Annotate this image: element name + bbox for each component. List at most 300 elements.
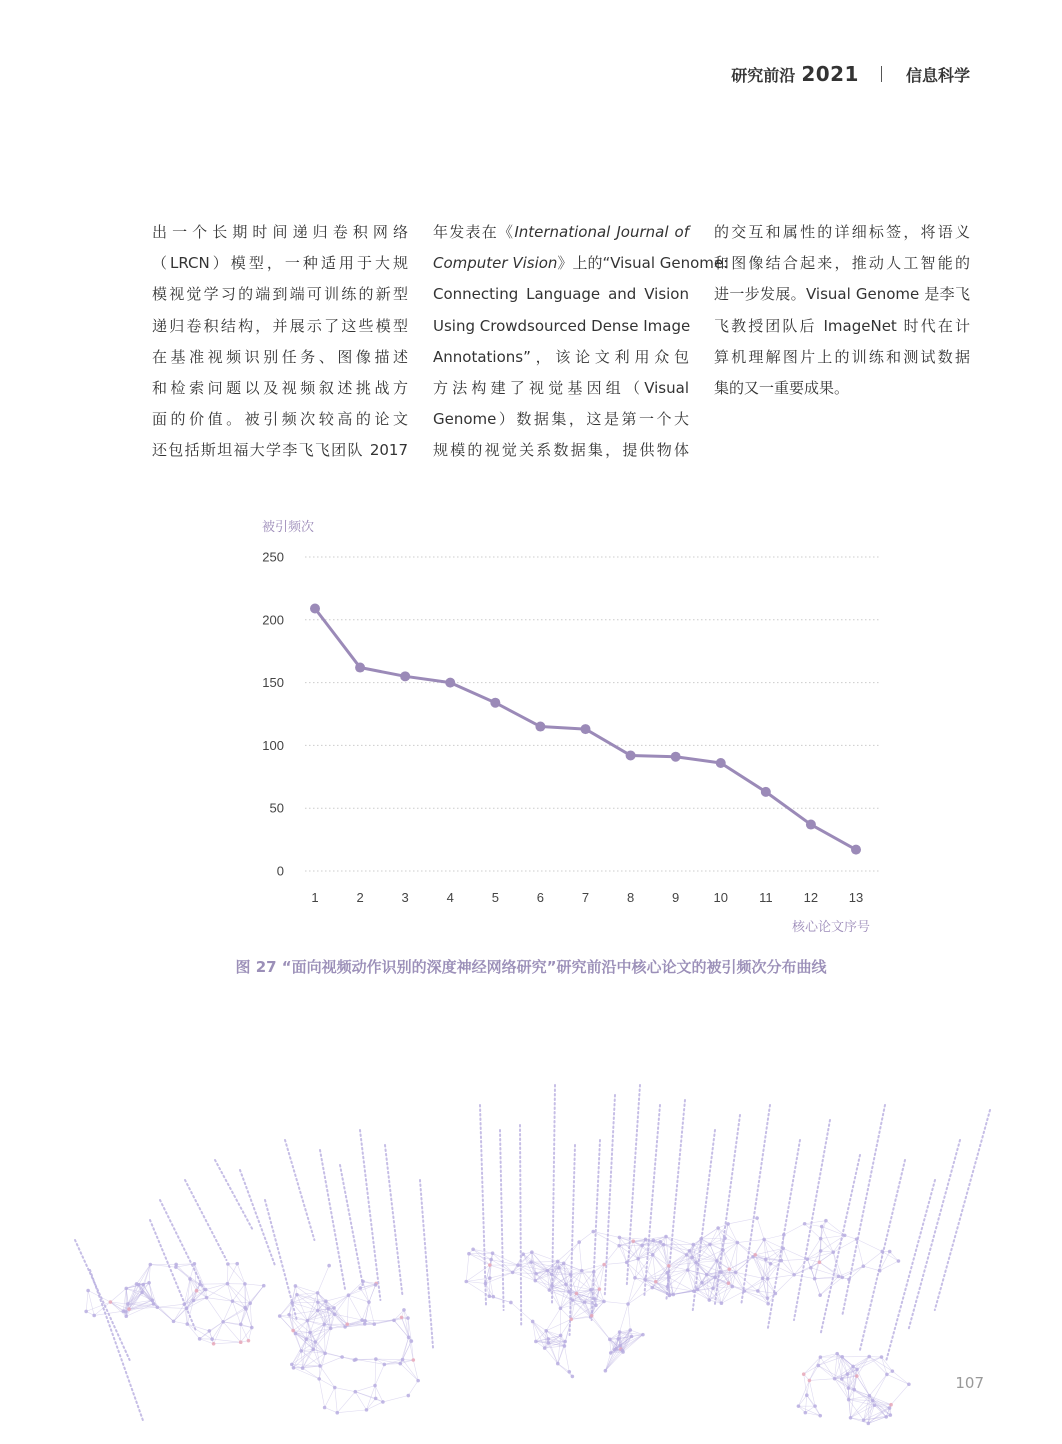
map-link: [545, 1348, 558, 1363]
map-node: [312, 1348, 316, 1352]
map-link: [237, 1264, 245, 1284]
map-node: [489, 1258, 493, 1262]
map-node: [563, 1340, 567, 1344]
map-link: [137, 1265, 151, 1284]
map-node: [333, 1312, 337, 1316]
map-node: [126, 1302, 130, 1306]
map-node: [608, 1338, 612, 1342]
map-link: [582, 1271, 594, 1272]
text-line: 和图像结合起来，推动人工智能的: [714, 248, 970, 279]
map-link: [548, 1343, 557, 1364]
map-node: [819, 1237, 823, 1241]
map-link: [857, 1357, 869, 1377]
map-spike: [360, 1130, 380, 1300]
map-node: [292, 1366, 296, 1370]
map-link: [355, 1392, 366, 1410]
map-node: [871, 1399, 875, 1403]
map-node: [590, 1314, 594, 1318]
map-node: [530, 1250, 534, 1254]
map-node: [402, 1308, 406, 1312]
map-link: [781, 1261, 794, 1275]
map-node: [365, 1408, 369, 1412]
map-link: [150, 1265, 176, 1268]
map-node: [340, 1355, 344, 1359]
map-node: [614, 1347, 618, 1351]
map-node: [855, 1374, 859, 1378]
map-node: [774, 1292, 778, 1296]
map-link: [348, 1285, 375, 1295]
map-node: [556, 1362, 560, 1366]
map-node: [243, 1306, 247, 1310]
x-tick-label: 3: [402, 890, 409, 905]
map-link: [250, 1286, 264, 1304]
map-link: [325, 1353, 342, 1357]
map-node: [195, 1289, 199, 1293]
header-divider: [881, 66, 882, 82]
citation-chart: [0, 500, 1062, 960]
map-link: [656, 1273, 668, 1282]
map-node: [671, 1293, 675, 1297]
map-node: [226, 1262, 230, 1266]
map-link: [335, 1388, 337, 1413]
map-node: [769, 1262, 773, 1266]
map-node: [727, 1267, 731, 1271]
x-tick-label: 6: [537, 890, 544, 905]
map-node: [604, 1369, 608, 1373]
map-node: [327, 1264, 331, 1268]
map-spike: [520, 1125, 521, 1325]
map-node: [155, 1305, 159, 1309]
map-node: [805, 1393, 809, 1397]
map-node: [580, 1269, 584, 1273]
map-node: [471, 1248, 475, 1252]
map-node: [766, 1302, 770, 1306]
map-link: [86, 1291, 88, 1312]
map-link: [227, 1284, 232, 1301]
map-link: [833, 1235, 844, 1252]
map-node: [300, 1349, 304, 1353]
map-node: [626, 1302, 630, 1306]
map-link: [721, 1287, 732, 1304]
map-link: [318, 1266, 330, 1293]
map-link: [768, 1293, 775, 1303]
map-link: [869, 1357, 892, 1372]
map-link: [635, 1259, 638, 1278]
map-node: [743, 1289, 747, 1293]
map-node: [666, 1271, 670, 1275]
map-link: [768, 1275, 794, 1279]
map-node: [618, 1330, 622, 1334]
map-node: [491, 1295, 495, 1299]
header-label: 研究前沿: [731, 63, 795, 86]
map-link: [579, 1242, 582, 1271]
map-spike: [605, 1095, 615, 1295]
map-node: [374, 1283, 378, 1287]
map-link: [582, 1271, 600, 1289]
map-node: [847, 1386, 851, 1390]
map-link: [369, 1285, 376, 1302]
map-node: [147, 1281, 151, 1285]
y-tick-label: 100: [262, 738, 284, 753]
map-node: [818, 1260, 822, 1264]
text-line: Connecting Language and Vision: [433, 279, 689, 310]
map-node: [855, 1237, 859, 1241]
map-node: [843, 1234, 847, 1238]
map-link: [223, 1322, 241, 1324]
map-link: [366, 1398, 375, 1409]
text-line: 出一个长期时间递归卷积网络: [152, 217, 408, 248]
x-tick-label: 5: [492, 890, 499, 905]
map-node: [734, 1271, 738, 1275]
map-link: [307, 1321, 324, 1325]
text-line: 算机理解图片上的训练和测试数据: [714, 342, 970, 373]
x-tick-label: 12: [804, 890, 818, 905]
map-node: [873, 1403, 877, 1407]
map-node: [641, 1333, 645, 1337]
map-node: [849, 1416, 853, 1420]
map-node: [833, 1377, 837, 1381]
map-node: [803, 1222, 807, 1226]
map-node: [630, 1335, 634, 1339]
map-node: [86, 1289, 90, 1293]
text-line: [433, 217, 689, 248]
map-link: [152, 1300, 173, 1321]
map-link: [212, 1339, 241, 1342]
map-node: [885, 1373, 889, 1377]
data-point: [626, 750, 636, 760]
map-node: [353, 1358, 357, 1362]
map-node: [840, 1355, 844, 1359]
y-tick-label: 50: [270, 801, 284, 816]
map-node: [204, 1288, 208, 1292]
map-node: [488, 1294, 492, 1298]
map-node: [809, 1266, 813, 1270]
map-node: [847, 1398, 851, 1402]
map-node: [534, 1279, 538, 1283]
x-tick-label: 4: [447, 890, 454, 905]
map-node: [567, 1290, 571, 1294]
data-point: [445, 678, 455, 688]
map-node: [666, 1285, 670, 1289]
map-link: [200, 1284, 227, 1285]
map-node: [243, 1282, 247, 1286]
map-node: [592, 1270, 596, 1274]
text-column-1: [152, 217, 408, 467]
map-link: [335, 1388, 355, 1392]
map-node: [290, 1301, 294, 1305]
map-node: [372, 1322, 376, 1326]
map-link: [408, 1381, 418, 1396]
map-node: [817, 1364, 821, 1368]
map-node: [617, 1337, 621, 1341]
map-node: [690, 1255, 694, 1259]
map-link: [736, 1272, 763, 1278]
text-line: 面的价值。被引频次较高的论文: [152, 404, 408, 435]
map-link: [558, 1364, 573, 1377]
map-node: [546, 1337, 550, 1341]
map-node: [347, 1293, 351, 1297]
map-node: [819, 1355, 823, 1359]
map-node: [516, 1263, 520, 1267]
map-node: [727, 1281, 731, 1285]
map-node: [278, 1314, 282, 1318]
map-link: [794, 1268, 811, 1275]
map-node: [546, 1269, 550, 1273]
map-link: [187, 1279, 190, 1309]
map-link: [826, 1221, 845, 1236]
map-link: [582, 1271, 591, 1290]
data-point: [806, 820, 816, 830]
map-node: [813, 1404, 817, 1408]
map-node: [618, 1236, 622, 1240]
map-node: [239, 1340, 243, 1344]
map-link: [851, 1390, 855, 1418]
map-link: [628, 1279, 645, 1304]
map-node: [358, 1286, 362, 1290]
data-point: [310, 603, 320, 613]
map-link: [227, 1264, 237, 1284]
map-node: [192, 1299, 196, 1303]
map-node: [633, 1276, 637, 1280]
text-run: 》上的“Visual Genome:: [557, 254, 728, 272]
map-link: [363, 1281, 369, 1302]
header-year: 2021: [801, 62, 859, 86]
map-node: [889, 1403, 893, 1407]
map-node: [188, 1277, 192, 1281]
map-node: [383, 1363, 387, 1367]
map-node: [851, 1365, 855, 1369]
map-node: [329, 1327, 333, 1331]
map-node: [185, 1307, 189, 1311]
map-node: [333, 1386, 337, 1390]
map-link: [558, 1242, 579, 1261]
map-node: [529, 1260, 533, 1264]
map-spike: [385, 1145, 402, 1295]
map-link: [701, 1238, 725, 1239]
map-node: [182, 1302, 186, 1306]
journal-name-italic: Computer Vision: [433, 254, 557, 272]
map-link: [638, 1240, 653, 1258]
map-node: [569, 1273, 573, 1277]
text-line: 和检索问题以及视频叙述挑战方: [152, 373, 408, 404]
map-node: [591, 1230, 595, 1234]
map-node: [878, 1269, 882, 1273]
map-link: [820, 1277, 842, 1295]
map-node: [135, 1282, 139, 1286]
x-tick-label: 9: [672, 890, 679, 905]
map-link: [821, 1251, 834, 1252]
page-number: 107: [955, 1374, 984, 1392]
map-node: [534, 1272, 538, 1276]
map-node: [373, 1384, 377, 1388]
map-node: [625, 1261, 629, 1265]
map-link: [174, 1321, 188, 1324]
map-node: [598, 1287, 602, 1291]
map-node: [762, 1238, 766, 1242]
map-node: [781, 1247, 785, 1251]
journal-name-italic: International Journal of: [514, 223, 689, 241]
map-link: [694, 1291, 709, 1300]
x-tick-label: 7: [582, 890, 589, 905]
map-spike: [842, 1105, 885, 1315]
map-node: [696, 1288, 700, 1292]
map-node: [208, 1329, 212, 1333]
text-line: Using Crowdsourced Dense Image: [433, 311, 689, 342]
map-node: [662, 1243, 666, 1247]
map-node: [231, 1299, 235, 1303]
map-node: [239, 1322, 243, 1326]
map-node: [392, 1319, 396, 1323]
map-link: [744, 1278, 762, 1291]
map-link: [293, 1321, 307, 1331]
map-link: [869, 1374, 887, 1395]
map-node: [820, 1225, 824, 1229]
map-node: [326, 1307, 330, 1311]
map-link: [337, 1392, 355, 1413]
map-node: [620, 1349, 624, 1353]
map-node: [509, 1301, 513, 1305]
map-node: [323, 1406, 327, 1410]
map-node: [652, 1239, 656, 1243]
map-node: [198, 1337, 202, 1341]
map-node: [707, 1298, 711, 1302]
map-link: [807, 1251, 820, 1259]
map-node: [548, 1288, 552, 1292]
map-node: [316, 1300, 320, 1304]
text-line: 递归卷积结构，并展示了这些模型: [152, 311, 408, 342]
map-node: [667, 1276, 671, 1280]
map-link: [628, 1304, 630, 1330]
world-map-graphic: [0, 1070, 1062, 1440]
map-node: [360, 1318, 364, 1322]
map-node: [808, 1379, 812, 1383]
map-node: [753, 1253, 757, 1257]
map-node: [361, 1280, 365, 1284]
figure-caption: 图 27 “面向视频动作识别的深度神经网络研究”研究前沿中核心论文的被引频次分布曲线: [0, 956, 1062, 977]
map-link: [176, 1267, 190, 1279]
map-node: [250, 1326, 254, 1330]
world-map-decoration: [0, 1070, 1062, 1440]
header-field: 信息科学: [906, 63, 970, 86]
map-node: [407, 1394, 411, 1398]
text-line: 在基准视频识别任务、图像描述: [152, 342, 408, 373]
map-link: [325, 1408, 338, 1413]
map-node: [374, 1397, 378, 1401]
map-node: [651, 1253, 655, 1257]
map-spike: [935, 1110, 990, 1310]
map-link: [737, 1243, 755, 1255]
map-link: [207, 1284, 228, 1298]
map-node: [544, 1329, 548, 1333]
map-link: [560, 1308, 571, 1319]
map-node: [736, 1241, 740, 1245]
map-node: [835, 1352, 839, 1356]
map-link: [764, 1235, 784, 1240]
map-node: [193, 1262, 197, 1266]
map-node: [688, 1249, 692, 1253]
map-link: [566, 1271, 582, 1285]
map-link: [325, 1388, 335, 1408]
map-node: [636, 1257, 640, 1261]
map-node: [313, 1340, 317, 1344]
map-node: [124, 1310, 128, 1314]
map-link: [794, 1259, 807, 1275]
map-link: [857, 1239, 864, 1266]
map-node: [467, 1252, 471, 1256]
map-link: [402, 1317, 409, 1337]
map-node: [792, 1273, 796, 1277]
map-node: [575, 1292, 579, 1296]
map-link: [599, 1265, 604, 1290]
map-node: [304, 1337, 308, 1341]
map-node: [766, 1296, 770, 1300]
map-node: [247, 1339, 251, 1343]
map-node: [198, 1282, 202, 1286]
map-node: [797, 1404, 801, 1408]
map-node: [780, 1259, 784, 1263]
map-node: [867, 1355, 871, 1359]
running-header: [731, 62, 970, 86]
map-node: [617, 1244, 621, 1248]
map-spike: [908, 1140, 960, 1330]
map-node: [212, 1342, 216, 1346]
map-node: [731, 1285, 735, 1289]
x-axis-label: 核心论文序号: [792, 919, 870, 935]
map-node: [141, 1283, 145, 1287]
map-link: [687, 1255, 688, 1270]
map-node: [667, 1264, 671, 1268]
map-spike: [500, 1130, 504, 1310]
map-link: [809, 1357, 820, 1380]
map-link: [212, 1322, 223, 1339]
map-node: [124, 1314, 128, 1318]
map-link: [652, 1287, 667, 1288]
map-node: [719, 1270, 723, 1274]
map-node: [84, 1310, 88, 1314]
map-link: [355, 1386, 375, 1392]
map-spike: [420, 1180, 433, 1350]
map-node: [846, 1372, 850, 1376]
map-node: [564, 1283, 568, 1287]
map-node: [410, 1339, 414, 1343]
map-link: [375, 1364, 384, 1385]
map-node: [824, 1219, 828, 1223]
map-node: [888, 1250, 892, 1254]
map-link: [280, 1316, 308, 1321]
map-node: [226, 1282, 230, 1286]
map-link: [375, 1386, 376, 1399]
x-tick-label: 8: [627, 890, 634, 905]
map-node: [715, 1259, 719, 1263]
map-link: [666, 1237, 690, 1251]
map-node: [398, 1362, 402, 1366]
map-node: [694, 1261, 698, 1265]
x-tick-label: 10: [714, 890, 728, 905]
map-link: [313, 1324, 324, 1349]
map-node: [412, 1358, 416, 1362]
map-node: [262, 1284, 266, 1288]
map-link: [868, 1417, 886, 1423]
map-link: [798, 1380, 809, 1406]
map-link: [620, 1304, 628, 1332]
map-node: [248, 1301, 252, 1305]
map-link: [292, 1303, 318, 1311]
map-node: [353, 1390, 357, 1394]
map-node: [880, 1250, 884, 1254]
map-node: [589, 1288, 593, 1292]
map-node: [818, 1414, 822, 1418]
map-node: [713, 1276, 717, 1280]
